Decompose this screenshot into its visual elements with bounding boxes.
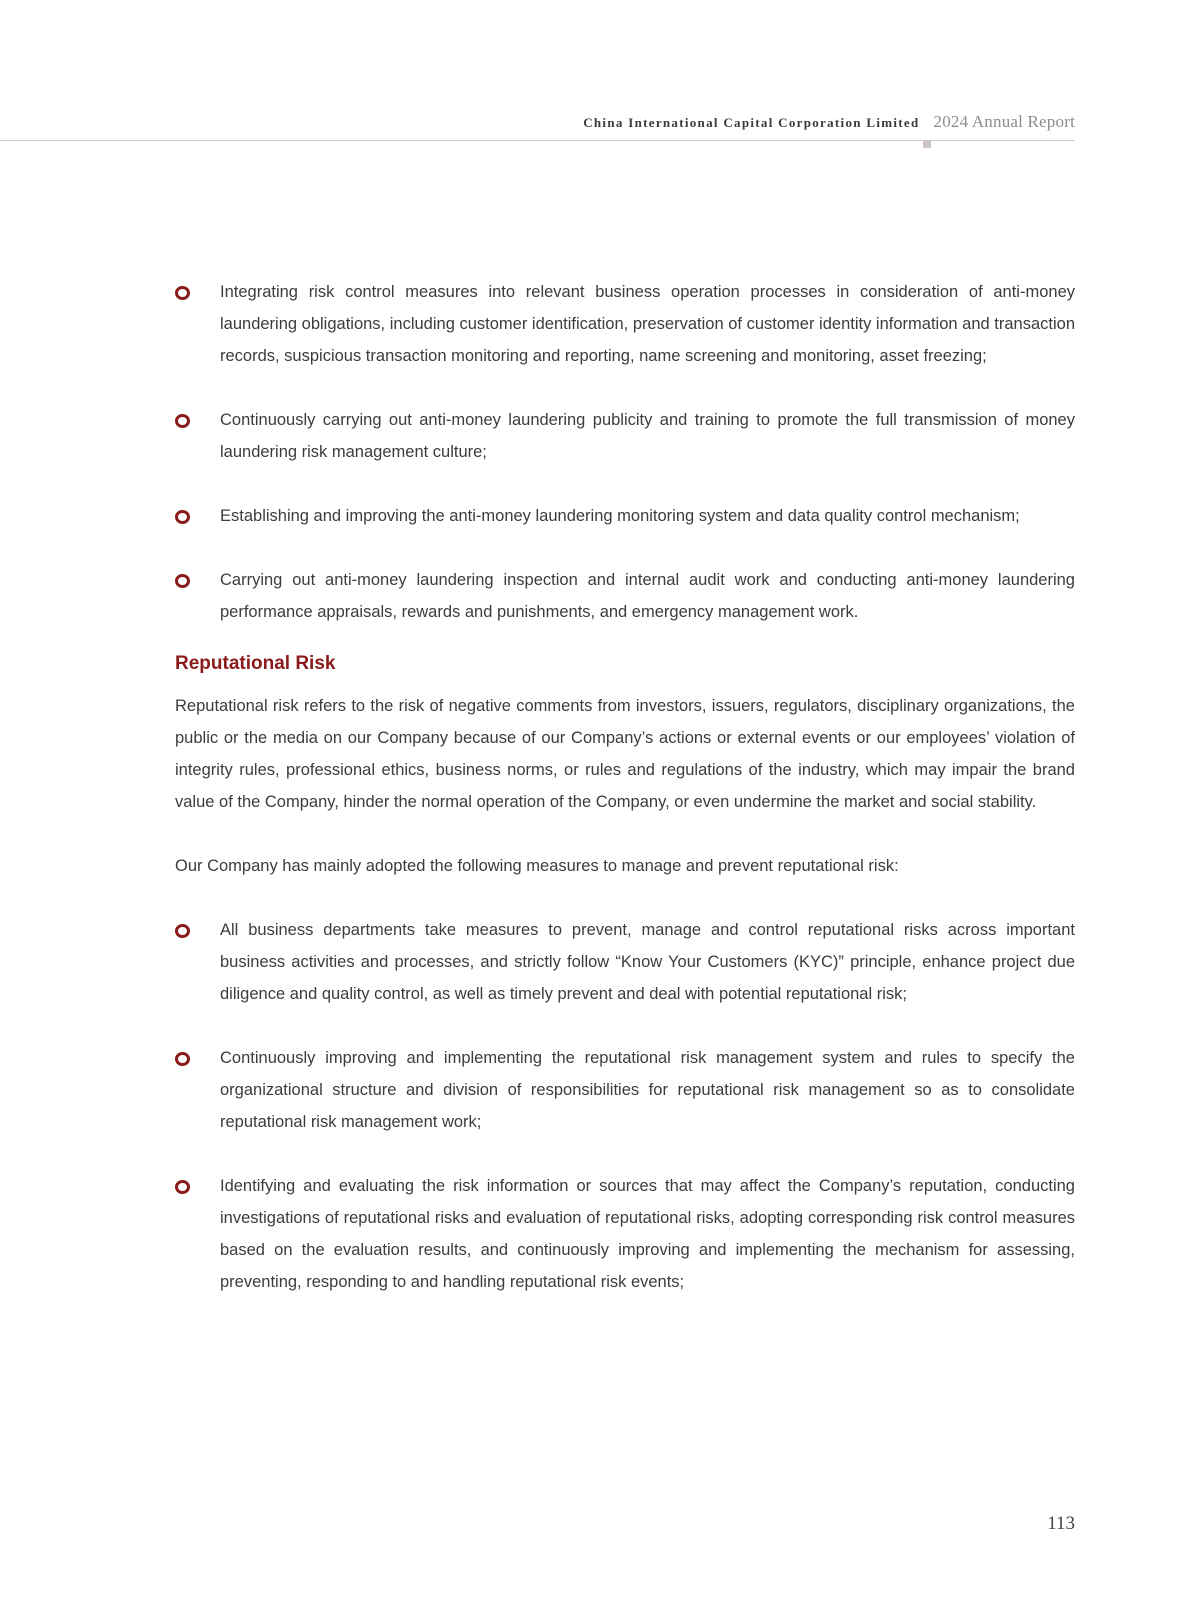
header-report-title: 2024 Annual Report: [933, 112, 1075, 131]
list-item-text: Integrating risk control measures into relevant business operation processes in consideration of anti-money laundering obligations, including customer identification, preservation of customer identity information and transaction records, suspicious transaction monitoring and reporting, name screening and monitoring, asset freezing;: [220, 283, 1075, 365]
list-item-text: Identifying and evaluating the risk information or sources that may affect the Company’s reputation, conducting investigations of reputational risks and evaluation of reputational risks, adopting corresponding risk control measures based on the evaluation results, and continuously improving and implementing the mechanism for assessing, preventing, responding to and handling reputational risk events;: [220, 1177, 1075, 1291]
definition-paragraph: Reputational risk refers to the risk of negative comments from investors, issuers, regulators, disciplinary organizations, the public or the media on our Company because of our Company’s actions or external events or our employees’ violation of integrity rules, professional ethics, business norms, or rules and regulations of the industry, which may impair the brand value of the Company, hinder the normal operation of the Company, or even undermine the market and social stability.: [175, 697, 1075, 811]
header-text: [583, 112, 1075, 132]
list-item-text: Continuously improving and implementing the reputational risk management system and rules to specify the organizational structure and division of responsibilities for reputational risk management so as to consolidate reputational risk management work;: [220, 1049, 1075, 1131]
list-item: [175, 276, 1075, 372]
ring-bullet-icon: [175, 510, 190, 524]
page-number: 113: [1047, 1513, 1075, 1534]
header-company-name: China International Capital Corporation Limited: [583, 115, 920, 130]
ring-bullet-icon: [175, 1180, 190, 1194]
list-item-text: Carrying out anti-money laundering inspection and internal audit work and conducting anti-money laundering performance appraisals, rewards and punishments, and emergency management work.: [220, 571, 1075, 621]
page-header: [0, 108, 1075, 141]
list-item-text: Establishing and improving the anti-money laundering monitoring system and data quality control mechanism;: [220, 507, 1020, 525]
page-content: [175, 276, 1075, 1330]
ring-bullet-icon: [175, 574, 190, 588]
list-item: [175, 1170, 1075, 1298]
ring-bullet-icon: [175, 414, 190, 428]
ring-bullet-icon: [175, 1052, 190, 1066]
section-heading: Reputational Risk: [175, 653, 336, 674]
list-item: [175, 564, 1075, 628]
ring-bullet-icon: [175, 286, 190, 300]
list-item-text: All business departments take measures to prevent, manage and control reputational risks across important business activities and processes, and strictly follow “Know Your Customers (KYC)” principle, enhance project due diligence and quality control, as well as timely prevent and deal with potential reputational risk;: [220, 921, 1075, 1003]
list-item: [175, 500, 1075, 532]
list-item: [175, 404, 1075, 468]
ring-bullet-icon: [175, 924, 190, 938]
list-item: [175, 1042, 1075, 1138]
header-marker: [923, 140, 931, 148]
list-item: [175, 914, 1075, 1010]
intro-paragraph: Our Company has mainly adopted the following measures to manage and prevent reputational risk:: [175, 857, 899, 875]
list-item-text: Continuously carrying out anti-money laundering publicity and training to promote the full transmission of money laundering risk management culture;: [220, 411, 1075, 461]
